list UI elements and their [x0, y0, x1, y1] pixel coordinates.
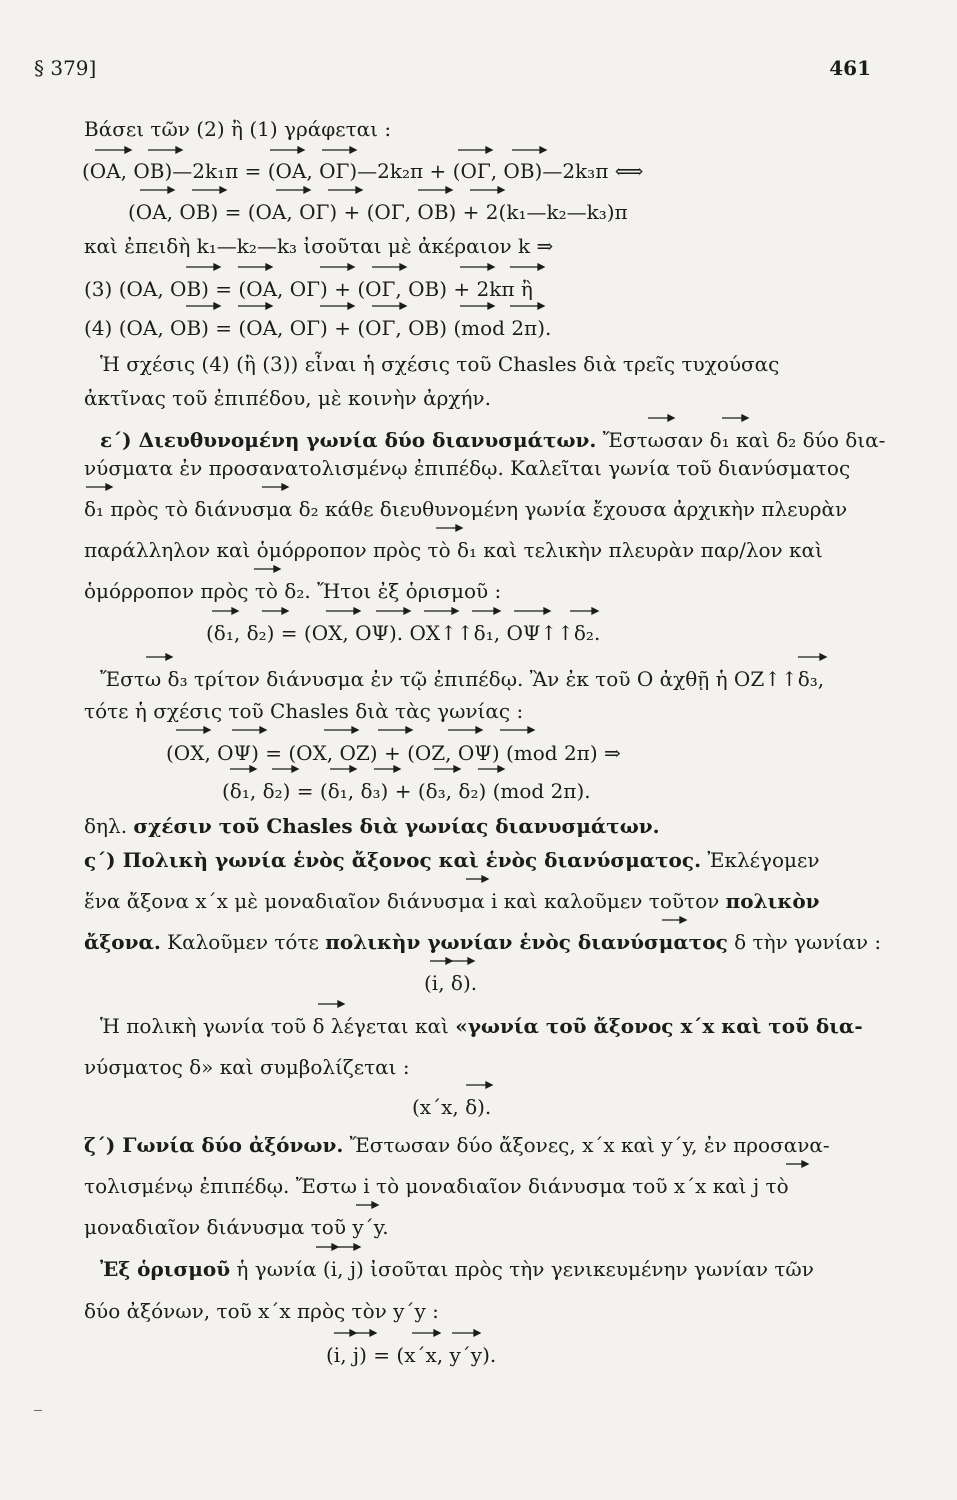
page-number: 461 — [829, 56, 871, 80]
text-line-17: μοναδιαῖον διάνυσμα τοῦ y΄y. — [84, 1215, 389, 1239]
text-line-19: δύο ἀξόνων, τοῦ x΄x πρὸς τὸν y΄y : — [84, 1299, 439, 1323]
section-z-line — [84, 1132, 884, 1158]
equation-line-5: (δ₁, δ₂) = (ΟΧ, ΟΨ). ΟΧ↑↑δ₁, ΟΨ↑↑δ₂. — [206, 621, 601, 645]
section-st-line — [84, 847, 884, 873]
text-line-15: νύσματος δ» καὶ συμβολίζεται : — [84, 1055, 410, 1079]
equation-line-8: (i, δ). — [424, 971, 478, 995]
equation-line-7: (δ₁, δ₂) = (δ₁, δ₃) + (δ₃, δ₂) (mod 2π). — [222, 779, 591, 803]
text-line-5: νύσματα ἐν προσανατολισμένῳ ἐπιπέδῳ. Καλεῖται γωνία τοῦ διανύσματος — [84, 456, 851, 480]
text-line-14-a: Ἡ πολικὴ γωνία τοῦ δ λέγεται καὶ — [100, 1014, 456, 1038]
text-line-3: Ἡ σχέσις (4) (ἢ (3)) εἶναι ἡ σχέσις τοῦ Chasles διὰ τρεῖς τυχούσας — [100, 352, 780, 376]
text-line-9: Ἔστω δ₃ τρίτον διάνυσμα ἐν τῷ ἐπιπέδῳ. Ἂν ἐκ τοῦ Ο ἀχθῇ ἡ ΟΖ↑↑δ₃, — [100, 667, 825, 691]
heading-e: ε΄) Διευθυνομένη γωνία δύο διανυσμάτων. — [100, 428, 597, 452]
page-edge-mark — [34, 1410, 42, 1411]
text-line-18 — [100, 1256, 900, 1282]
equation-line-9: (x΄x, δ). — [412, 1095, 492, 1119]
section-z-rest: Ἔστωσαν δύο ἄξονες, x΄x καὶ y΄y, ἐν προσανα- — [343, 1133, 830, 1157]
polar-axis-bold-2: ἄξονα. — [84, 930, 161, 954]
text-line-14 — [100, 1013, 900, 1039]
section-reference: § 379] — [34, 56, 97, 80]
polar-angle-bold: πολικὴν γωνίαν ἑνὸς διανύσματος — [325, 930, 728, 954]
by-definition-bold: Ἐξ ὁρισμοῦ — [100, 1257, 231, 1281]
angle-axis-vector-bold: «γωνία τοῦ ἄξονος x΄x καὶ τοῦ δια- — [455, 1014, 863, 1038]
section-st-rest: Ἐκλέγομεν — [701, 848, 820, 872]
text-line-10: τότε ἡ σχέσις τοῦ Chasles διὰ τὰς γωνίας : — [84, 699, 524, 723]
chasles-vectors-bold: σχέσιν τοῦ Chasles διὰ γωνίας διανυσμάτων. — [133, 814, 660, 838]
polar-axis-bold: πολικὸν — [725, 889, 820, 913]
text-line-12 — [84, 888, 884, 914]
text-line-18-a: ἡ γωνία (i, j) ἰσοῦται πρὸς τὴν γενικευμένην γωνίαν τῶν — [230, 1257, 814, 1281]
equation-line-3: (3) (ΟΑ, ΟΒ) = (ΟΑ, ΟΓ) + (ΟΓ, ΟΒ) + 2kπ ἢ — [84, 277, 533, 301]
abbr-dil: δηλ. — [84, 814, 134, 838]
equation-line-6: (ΟΧ, ΟΨ) = (ΟΧ, ΟΖ) + (ΟΖ, ΟΨ) (mod 2π) ⇒ — [166, 741, 621, 765]
equation-line-10: (i, j) = (x΄x, y΄y). — [326, 1343, 497, 1367]
section-e-line — [100, 427, 900, 453]
equation-line-1: (ΟΑ, ΟΒ)—2k₁π = (ΟΑ, ΟΓ)—2k₂π + (ΟΓ, ΟΒ)—2k₃π ⟺ — [82, 159, 644, 183]
text-line-11 — [84, 813, 884, 839]
text-line-4: ἀκτῖνας τοῦ ἐπιπέδου, μὲ κοινὴν ἀρχήν. — [84, 386, 491, 410]
text-line-8: ὁμόρροπον πρὸς τὸ δ₂. Ἤτοι ἐξ ὁρισμοῦ : — [84, 579, 502, 603]
equation-line-4: (4) (ΟΑ, ΟΒ) = (ΟΑ, ΟΓ) + (ΟΓ, ΟΒ) (mod 2π). — [84, 316, 552, 340]
text-line-16: τολισμένῳ ἐπιπέδῳ. Ἔστω i τὸ μοναδιαῖον διάνυσμα τοῦ x΄x καὶ j τὸ — [84, 1174, 789, 1198]
section-e-rest: Ἔστωσαν δ₁ καὶ δ₂ δύο δια- — [596, 428, 886, 452]
text-line-13-b: δ τὴν γωνίαν : — [727, 930, 882, 954]
text-line-2: καὶ ἐπειδὴ k₁—k₂—k₃ ἰσοῦται μὲ ἀκέραιον k ⇒ — [84, 234, 554, 258]
heading-z: ζ΄) Γωνία δύο ἀξόνων. — [84, 1133, 344, 1157]
text-line-12-a: ἕνα ἄξονα x΄x μὲ μοναδιαῖον διάνυσμα i καὶ καλοῦμεν τοῦτον — [84, 889, 726, 913]
equation-line-2: (ΟΑ, ΟΒ) = (ΟΑ, ΟΓ) + (ΟΓ, ΟΒ) + 2(k₁—k₂—k₃)π — [128, 200, 628, 224]
text-line-1: Βάσει τῶν (2) ἢ (1) γράφεται : — [84, 117, 392, 141]
heading-st: ς΄) Πολικὴ γωνία ἑνὸς ἄξονος καὶ ἑνὸς διανύσματος. — [84, 848, 702, 872]
text-line-13-a: Καλοῦμεν τότε — [160, 930, 326, 954]
text-line-7: παράλληλον καὶ ὁμόρροπον πρὸς τὸ δ₁ καὶ τελικὴν πλευρὰν παρ/λον καὶ — [84, 538, 823, 562]
text-line-13 — [84, 929, 884, 955]
text-line-6: δ₁ πρὸς τὸ διάνυσμα δ₂ κάθε διευθυνομένη γωνία ἔχουσα ἀρχικὴν πλευρὰν — [84, 497, 848, 521]
